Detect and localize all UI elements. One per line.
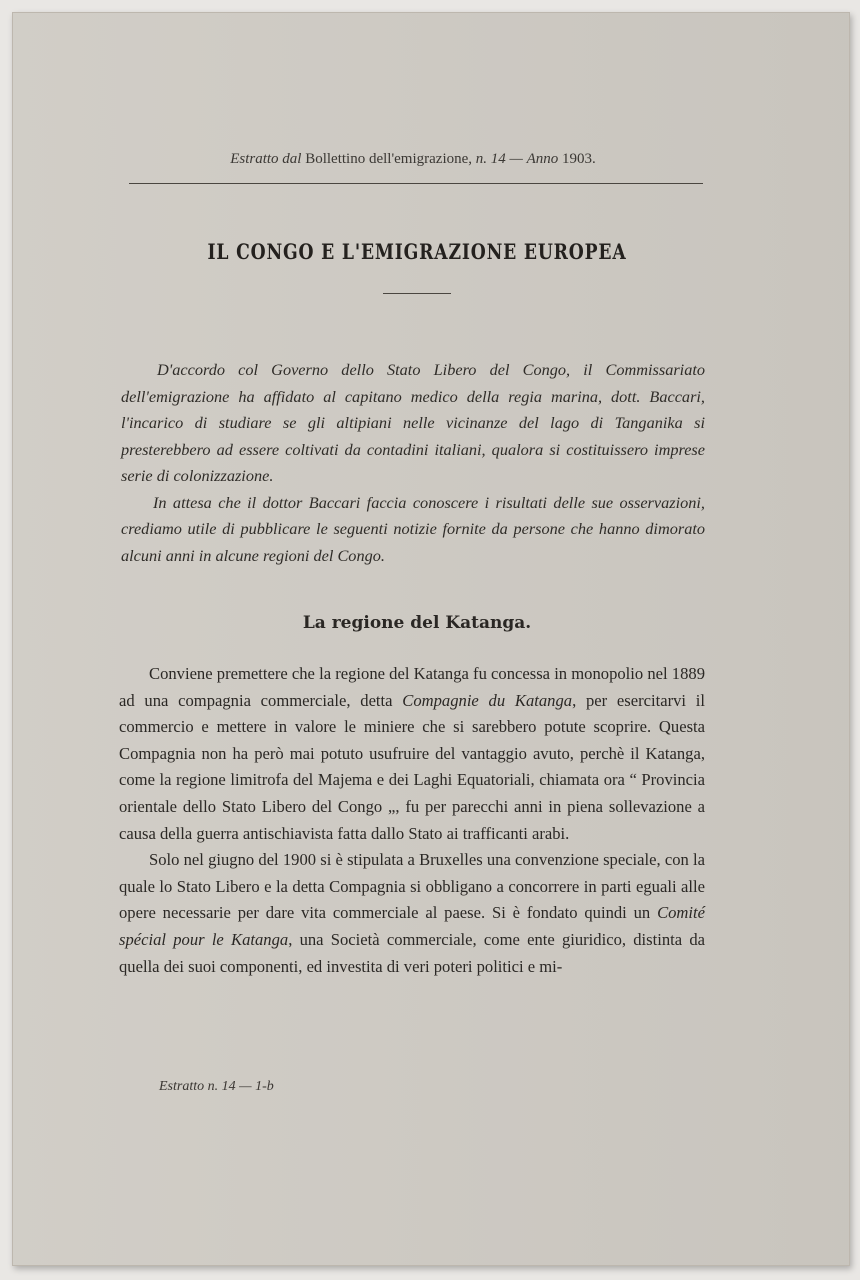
- article-title: IL CONGO E L'EMIGRAZIONE EUROPEA: [207, 239, 627, 264]
- body-paragraph-1: [119, 661, 705, 847]
- body-p2-text-a: Solo nel giugno del 1900 si è stipulata a Bruxelles una convenzione speciale, con la quale lo Stato Libero e la detta Compagnia si obbligano a concorrere in parti eguali alle opere necessarie per dare vita commerciale al paese. Si è fondato quindi un: [119, 850, 705, 923]
- section-heading: La regione del Katanga.: [302, 613, 532, 633]
- body-text: [119, 661, 705, 980]
- body-paragraph-2: [119, 847, 705, 980]
- body-p1-text-a: Conviene premettere che la regione del Katanga fu concessa in monopolio nel 1889 ad una compagnia commerciale, detta: [119, 664, 705, 710]
- company-name: Compagnie du Katanga: [402, 690, 573, 710]
- document-page: [12, 12, 850, 1266]
- header-bulletin: Bollettino dell'emigrazione,: [305, 151, 473, 167]
- intro-paragraph-2: In attesa che il dottor Baccari faccia conoscere i risultati delle sue osservazioni, crediamo utile di pubblicare le seguenti notizie fornite da persone che hanno dimorato alcuni anni in alcune regioni del Congo.: [121, 492, 705, 565]
- body-p1-text-b: , per esercitarvi il commercio e mettere in valore le miniere che si sarebbero potute scoprire. Questa Compagnia non ha però mai potuto usufruire del vantaggio avuto, perchè il Katanga, come la regione limitrofa del Majema e dei Laghi Equatoriali, chiamata ora “ Provincia orientale dello Stato Libero del Congo „, fu per parecchi anni in piena sollevazione a causa della guerra antischiavista fatta dallo Stato ai trafficanti arabi.: [119, 690, 705, 843]
- header-number: n. 14 —: [475, 151, 523, 167]
- body-p2-text-b: , una Società commerciale, come ente giuridico, distinta da quella dei suoi componenti, ed investita di veri poteri politici e mi-: [119, 929, 706, 976]
- header-year: 1903.: [562, 151, 596, 167]
- signature-footer: Estratto n. 14 — 1-b: [159, 1079, 274, 1094]
- header-year-label: Anno: [526, 151, 559, 167]
- title-divider: [383, 293, 451, 294]
- publication-header: [123, 151, 703, 168]
- header-prefix: Estratto dal: [230, 151, 302, 167]
- introduction: [121, 357, 705, 569]
- committee-name: Comité spécial pour le Katanga: [119, 903, 705, 949]
- header-rule: [129, 183, 703, 184]
- intro-paragraph-1: D'accordo col Governo dello Stato Libero del Congo, il Commissariato dell'emigrazione ha affidato al capitano medico della regia marina, dott. Baccari, l'incarico di studiare se gli altipiani nelle vicinanze del lago di Tanganika si presterebbero ad essere coltivati da contadini italiani, qualora si costituissero imprese serie di colonizzazione.: [121, 360, 705, 485]
